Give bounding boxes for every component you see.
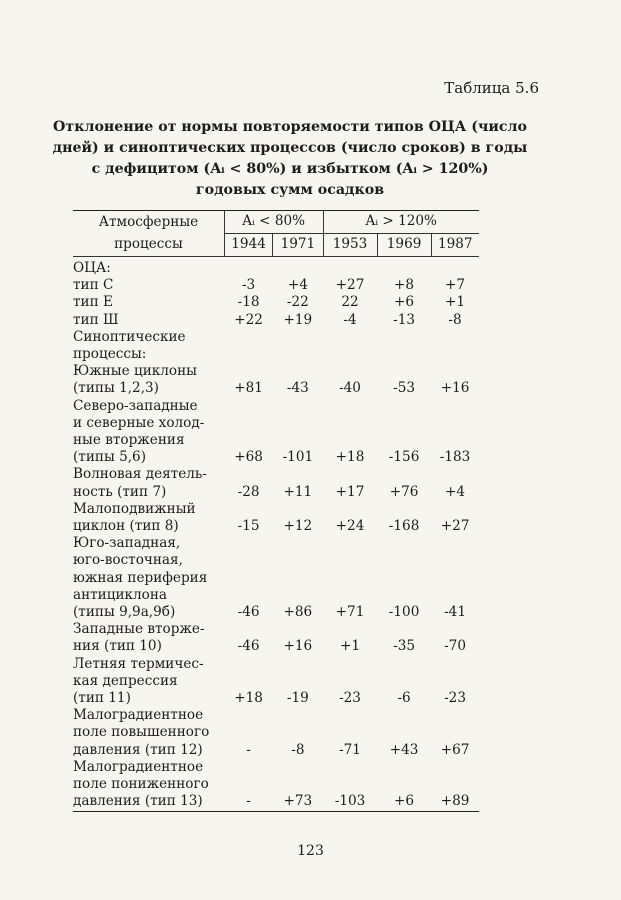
- header-deficit: Aᵢ < 80%: [224, 211, 323, 234]
- process-line: давления (тип 12): [73, 741, 203, 758]
- process-line: (типы 1,2,3): [73, 380, 159, 397]
- value-cell-1944: -18: [237, 294, 260, 311]
- value-cell-1971: -43: [286, 380, 309, 397]
- table-row: [73, 363, 479, 397]
- process-line: тип Е: [73, 294, 113, 311]
- value-cell-1969: +6: [394, 294, 415, 311]
- value-cell-1969: -53: [393, 380, 416, 397]
- process-line: Летняя термичес-: [73, 655, 204, 672]
- value-cell-1971: -22: [286, 294, 309, 311]
- process-line: Малоподвижный: [73, 500, 196, 517]
- value-cell-1969: -100: [388, 604, 420, 621]
- process-name: [73, 277, 224, 294]
- process-name: [73, 398, 224, 467]
- process-line: циклон (тип 8): [73, 518, 179, 535]
- value-cell-1987: +4: [445, 483, 466, 500]
- value-cell-1944: [224, 257, 272, 278]
- value-cell-1953: +27: [335, 277, 365, 294]
- value-cell-1944: +68: [234, 449, 263, 466]
- process-line: ные вторжения: [73, 432, 185, 449]
- process-line: тип С: [73, 277, 114, 294]
- value-cell-1971: +12: [283, 518, 313, 535]
- table-row: [73, 759, 479, 811]
- process-line: Синоптические: [73, 328, 186, 345]
- value-cell-1944: -3: [241, 277, 256, 294]
- title-line: с дефицитом (Aᵢ < 80%) и избытком (Aᵢ > 120%): [91, 161, 489, 177]
- process-line: антициклона: [73, 586, 168, 603]
- value-cell-1953: -40: [339, 380, 361, 397]
- value-cell-1969: -13: [393, 311, 416, 328]
- table-row: [73, 277, 479, 294]
- value-cell-1971: -101: [282, 449, 314, 466]
- value-cell-1969: [377, 329, 431, 363]
- table-body: [73, 257, 479, 812]
- value-cell-1969: -6: [397, 690, 411, 707]
- table-row: [73, 535, 479, 621]
- value-cell-1971: -8: [291, 741, 305, 758]
- value-cell-1969: +8: [394, 277, 415, 294]
- process-name: [73, 535, 224, 621]
- value-cell-1969: -168: [388, 518, 420, 535]
- value-cell-1969: -156: [388, 449, 420, 466]
- value-cell-1953: -4: [343, 311, 357, 328]
- table-row: [73, 294, 479, 311]
- value-cell-1969: +43: [389, 741, 419, 758]
- value-cell-1953: 22: [341, 294, 359, 311]
- value-cell-1987: +89: [431, 759, 479, 811]
- table-title: [30, 117, 550, 201]
- process-line: кая депрессия: [73, 672, 178, 689]
- table-row: [73, 329, 479, 363]
- value-cell-1987: -8: [448, 311, 462, 328]
- value-cell-1971: +11: [283, 483, 313, 500]
- value-cell-1944: +18: [234, 690, 263, 707]
- header-processes: Атмосферные: [98, 213, 199, 230]
- process-line: процессы:: [73, 346, 147, 363]
- page-number: 123: [297, 843, 324, 859]
- table-label: Таблица 5.6: [444, 79, 539, 97]
- process-line: Юго-западная,: [73, 535, 181, 552]
- value-cell-1944: -46: [237, 638, 260, 655]
- table-row: [73, 312, 479, 329]
- table-row: [73, 707, 479, 759]
- title-line: Отклонение от нормы повторяемости типов ОЦА (число: [53, 119, 527, 135]
- header-year: 1953: [323, 234, 377, 257]
- value-cell-1944: -: [224, 759, 272, 811]
- value-cell-1953: -71: [339, 741, 361, 758]
- process-name: [73, 257, 224, 278]
- value-cell-1953: +24: [335, 518, 365, 535]
- header-year: 1987: [431, 234, 479, 257]
- value-cell-1971: [273, 257, 323, 278]
- table-row: [73, 501, 479, 535]
- value-cell-1971: +73: [273, 759, 323, 811]
- value-cell-1953: +71: [335, 604, 365, 621]
- value-cell-1987: [431, 329, 479, 363]
- process-line: Волновая деятель-: [73, 466, 207, 483]
- table-row: [73, 621, 479, 655]
- table-row: [73, 656, 479, 708]
- process-name: [73, 621, 224, 655]
- value-cell-1969: +76: [389, 483, 419, 500]
- value-cell-1987: -23: [444, 690, 466, 707]
- value-cell-1953: +1: [340, 638, 361, 655]
- value-cell-1987: -41: [444, 604, 466, 621]
- value-cell-1953: [323, 329, 377, 363]
- process-line: ОЦА:: [73, 260, 111, 276]
- process-line: (типы 9,9а,9б): [73, 604, 176, 621]
- value-cell-1953: +17: [335, 483, 365, 500]
- process-name: [73, 363, 224, 397]
- value-cell-1969: +6: [377, 759, 431, 811]
- header-year: 1971: [273, 234, 323, 257]
- process-name: [73, 294, 224, 311]
- process-line: давления (тип 13): [73, 793, 203, 810]
- value-cell-1971: [273, 329, 323, 363]
- value-cell-1944: -46: [237, 604, 260, 621]
- value-cell-1953: -23: [339, 690, 361, 707]
- value-cell-1987: +16: [440, 380, 470, 397]
- value-cell-1971: +86: [283, 604, 313, 621]
- process-line: Северо-западные: [73, 397, 198, 414]
- process-line: юго-восточная,: [73, 552, 183, 569]
- value-cell-1953: +18: [335, 449, 365, 466]
- header-processes-2: процессы: [73, 234, 224, 257]
- table-row: [73, 257, 479, 278]
- value-cell-1971: -19: [286, 690, 309, 707]
- process-line: Южные циклоны: [73, 363, 197, 380]
- value-cell-1971: +4: [287, 277, 308, 294]
- value-cell-1969: -35: [393, 638, 416, 655]
- process-name: [73, 466, 224, 500]
- process-name: [73, 312, 224, 329]
- value-cell-1944: [224, 329, 272, 363]
- header-excess: Aᵢ > 120%: [323, 211, 479, 234]
- value-cell-1953: -103: [323, 759, 377, 811]
- process-line: южная периферия: [73, 569, 208, 586]
- process-name: [73, 329, 224, 363]
- value-cell-1987: +7: [445, 277, 466, 294]
- process-line: ния (тип 10): [73, 638, 162, 655]
- process-line: ность (тип 7): [73, 483, 167, 500]
- process-name: [73, 759, 224, 811]
- process-name: [73, 707, 224, 759]
- value-cell-1987: +67: [440, 741, 470, 758]
- process-line: поле пониженного: [73, 776, 209, 793]
- process-line: и северные холод-: [73, 414, 205, 431]
- table-row: [73, 398, 479, 467]
- value-cell-1987: +1: [445, 294, 466, 311]
- value-cell-1944: -15: [237, 518, 260, 535]
- process-line: Западные вторже-: [73, 621, 205, 638]
- title-line: годовых сумм осадков: [195, 182, 385, 198]
- data-table: [73, 210, 479, 812]
- header-year: 1944: [224, 234, 272, 257]
- value-cell-1944: -28: [237, 483, 260, 500]
- value-cell-1987: [431, 257, 479, 278]
- process-line: (тип 11): [73, 690, 131, 707]
- process-line: (типы 5,6): [73, 449, 147, 466]
- value-cell-1987: -70: [444, 638, 466, 655]
- title-line: дней) и синоптических процессов (число сроков) в годы: [52, 140, 528, 156]
- value-cell-1953: [323, 257, 377, 278]
- value-cell-1971: +16: [283, 638, 313, 655]
- process-line: поле повышенного: [73, 724, 210, 741]
- process-name: [73, 501, 224, 535]
- value-cell-1944: +81: [234, 380, 263, 397]
- table-row: [73, 466, 479, 500]
- process-line: Малоградиентное: [73, 707, 204, 724]
- process-name: [73, 656, 224, 708]
- header-year: 1969: [377, 234, 431, 257]
- process-line: тип Ш: [73, 311, 119, 328]
- value-cell-1944: -: [246, 741, 251, 758]
- value-cell-1987: -183: [439, 449, 471, 466]
- process-line: Малоградиентное: [73, 758, 204, 775]
- value-cell-1969: [377, 257, 431, 278]
- value-cell-1987: +27: [440, 518, 470, 535]
- value-cell-1971: +19: [283, 311, 313, 328]
- value-cell-1944: +22: [234, 311, 263, 328]
